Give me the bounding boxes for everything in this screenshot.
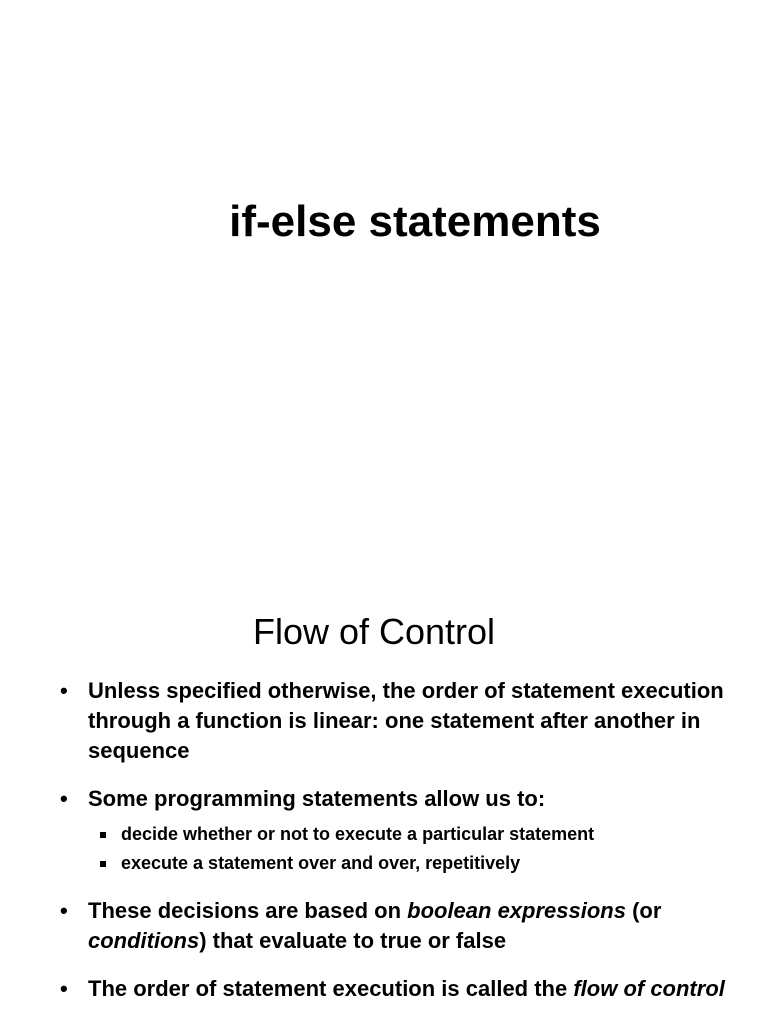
bullet-text-3-part-2: (or [625, 898, 662, 923]
bullet-item-4 [58, 974, 758, 1004]
square-bullet-icon [100, 832, 106, 838]
bullet-item-3 [58, 896, 758, 956]
bullet-text-2: Some programming statements allow us to: [88, 786, 546, 811]
square-bullet-icon [100, 861, 106, 867]
sub-bullet-text-2: execute a statement over and over, repetitively [121, 853, 521, 873]
bullet-text-3-part-1: These decisions are based on [88, 898, 408, 923]
bullet-dot-icon: • [60, 898, 68, 923]
bullet-item-2 [58, 784, 758, 878]
emphasis-conditions: conditions [88, 928, 200, 953]
bullet-item-1 [58, 676, 758, 766]
bullet-list [58, 676, 758, 1022]
bullet-text-3-part-3: ) that evaluate to true or false [199, 928, 507, 953]
slide-2-title: Flow of Control [252, 611, 496, 652]
sub-bullet-item-1 [88, 820, 758, 849]
bullet-text-1: Unless specified otherwise, the order of statement execution through a function is linear: one statement after another in sequence [88, 678, 724, 763]
slide-1-title: if-else statements [229, 197, 601, 246]
sub-bullet-text-1: decide whether or not to execute a particular statement [121, 824, 595, 844]
sub-bullet-list [88, 820, 758, 878]
emphasis-flow-of-control: flow of control [573, 976, 725, 1001]
sub-bullet-item-2 [88, 849, 758, 878]
emphasis-boolean-expressions: boolean expressions [407, 898, 626, 923]
bullet-dot-icon: • [60, 786, 68, 811]
bullet-text-4-part-1: The order of statement execution is called the [88, 976, 574, 1001]
bullet-dot-icon: • [60, 678, 68, 703]
bullet-dot-icon: • [60, 976, 68, 1001]
